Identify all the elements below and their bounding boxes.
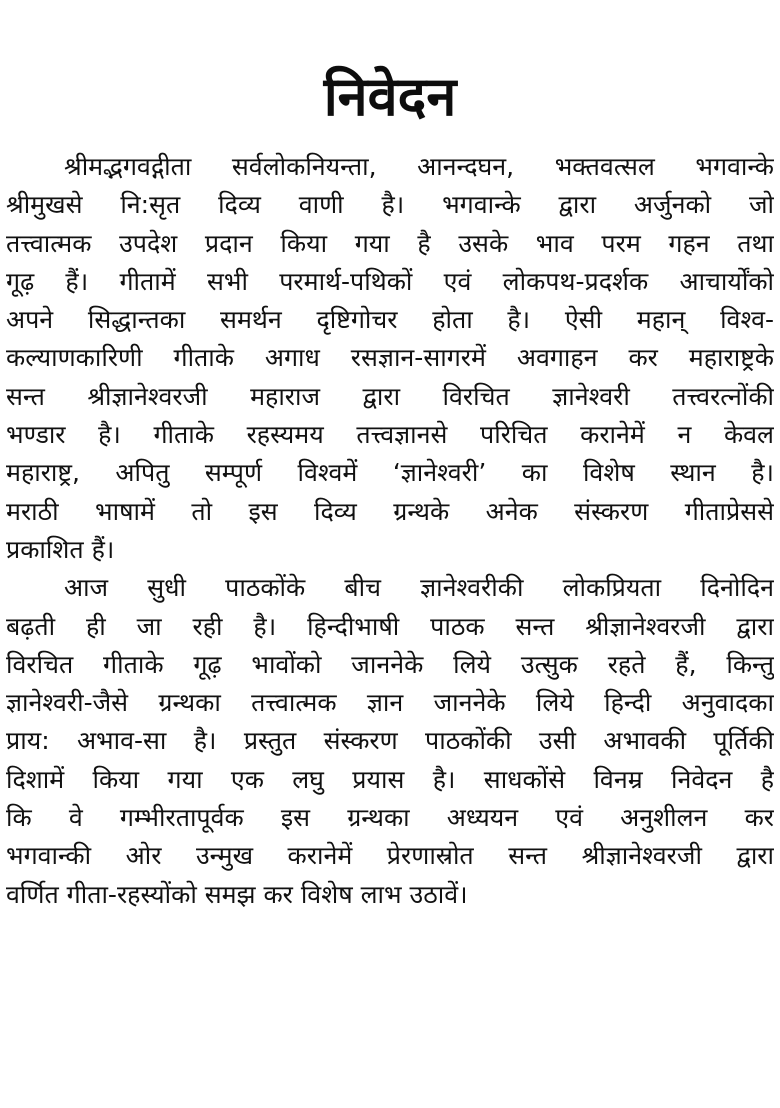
- paragraph-1: [6, 148, 774, 569]
- text-line: सन्त श्रीज्ञानेश्वरजी महाराज द्वारा विरचित ज्ञानेश्वरी तत्त्वरत्नोंकी: [6, 381, 774, 411]
- text-line: प्राय: अभाव-सा है। प्रस्तुत संस्करण पाठकोंकी उसी अभावकी पूर्तिकी: [6, 726, 774, 756]
- text-line: गूढ़ हैं। गीतामें सभी परमार्थ-पथिकों एवं लोकपथ-प्रदर्शक आचार्योंको: [6, 266, 774, 296]
- text-line: भण्डार है। गीताके रहस्यमय तत्त्वज्ञानसे परिचित करानेमें न केवल: [6, 420, 774, 450]
- text-line: कल्याणकारिणी गीताके अगाध रसज्ञान-सागरमें अवगाहन कर महाराष्ट्रके: [6, 343, 774, 373]
- text-line: भगवान्की ओर उन्मुख करानेमें प्रेरणास्रोत सन्त श्रीज्ञानेश्वरजी द्वारा: [6, 841, 774, 871]
- text-line: प्रकाशित हैं।: [6, 534, 115, 564]
- text-line: अपने सिद्धान्तका समर्थन दृष्टिगोचर होता है। ऐसी महान् विश्व-: [6, 305, 774, 335]
- text-line: महाराष्ट्र, अपितु सम्पूर्ण विश्वमें ‘ज्ञानेश्वरी’ का विशेष स्थान है।: [6, 458, 774, 488]
- text-line: दिशामें किया गया एक लघु प्रयास है। साधकोंसे विनम्र निवेदन है: [6, 764, 774, 794]
- text-line: ज्ञानेश्वरी-जैसे ग्रन्थका तत्त्वात्मक ज्ञान जाननेके लिये हिन्दी अनुवादका: [6, 688, 774, 718]
- text-line: बढ़ती ही जा रही है। हिन्दीभाषी पाठक सन्त श्रीज्ञानेश्वरजी द्वारा: [6, 611, 774, 641]
- text-line: विरचित गीताके गूढ़ भावोंको जाननेके लिये उत्सुक रहते हैं, किन्तु: [6, 649, 774, 679]
- text-line: श्रीमद्भगवद्गीता सर्वलोकनियन्ता, आनन्दघन, भक्तवत्सल भगवान्के: [64, 152, 774, 181]
- text-line: वर्णित गीता-रहस्योंको समझ कर विशेष लाभ उठावें।: [6, 879, 468, 909]
- page-title: निवेदन: [323, 65, 457, 128]
- text-line: श्रीमुखसे नि:सृत दिव्य वाणी है। भगवान्के द्वारा अर्जुनको जो: [6, 190, 774, 220]
- text-line: आज सुधी पाठकोंके बीच ज्ञानेश्वरीकी लोकप्रियता दिनोदिन: [64, 573, 774, 603]
- body-text: [6, 148, 774, 914]
- paragraph-2: [6, 569, 774, 914]
- text-line: कि वे गम्भीरतापूर्वक इस ग्रन्थका अध्ययन एवं अनुशीलन कर: [6, 803, 774, 833]
- text-line: तत्त्वात्मक उपदेश प्रदान किया गया है उसके भाव परम गहन तथा: [6, 228, 774, 258]
- text-line: मराठी भाषामें तो इस दिव्य ग्रन्थके अनेक संस्करण गीताप्रेससे: [6, 496, 774, 526]
